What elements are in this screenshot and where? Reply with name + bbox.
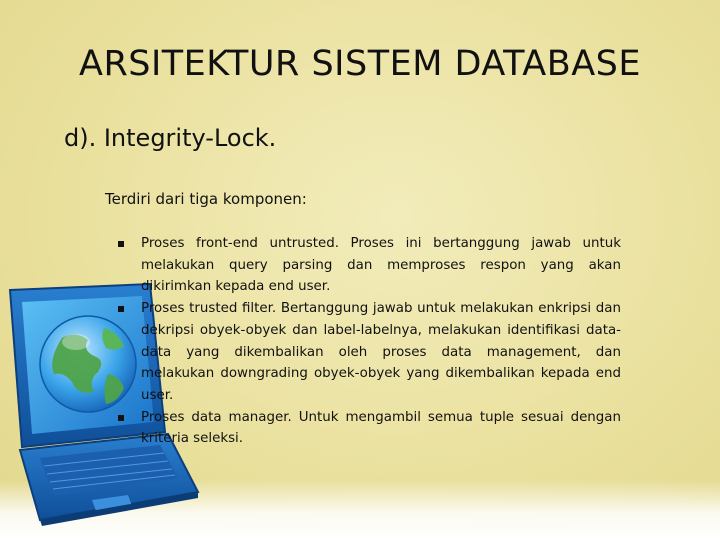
bullet-list bbox=[118, 233, 621, 450]
bullet-item bbox=[118, 298, 621, 407]
bullet-item bbox=[118, 233, 621, 298]
square-bullet-icon bbox=[118, 306, 124, 312]
bullet-text: Proses trusted filter. Bertanggung jawab untuk melakukan enkripsi dan dekripsi obyek-obyek dan label-labelnya, melakukan identifikasi data-data yang dikembalikan oleh proses data management, dan melakukan downgrading obyek-obyek yang dikembalikan kepada end user. bbox=[141, 301, 621, 403]
bullet-text: Proses front-end untrusted. Proses ini bertanggung jawab untuk melakukan query parsing dan memproses respon yang akan dikirimkan kepada end user. bbox=[141, 236, 621, 295]
square-bullet-icon bbox=[118, 241, 124, 247]
slide-title: ARSITEKTUR SISTEM DATABASE bbox=[79, 44, 641, 84]
section-heading: d). Integrity-Lock. bbox=[64, 124, 277, 152]
bullet-text: Proses data manager. Untuk mengambil semua tuple sesuai dengan kriteria seleksi. bbox=[141, 409, 621, 447]
square-bullet-icon bbox=[118, 415, 124, 421]
intro-text: Terdiri dari tiga komponen: bbox=[105, 190, 307, 208]
bullet-item bbox=[118, 407, 621, 450]
